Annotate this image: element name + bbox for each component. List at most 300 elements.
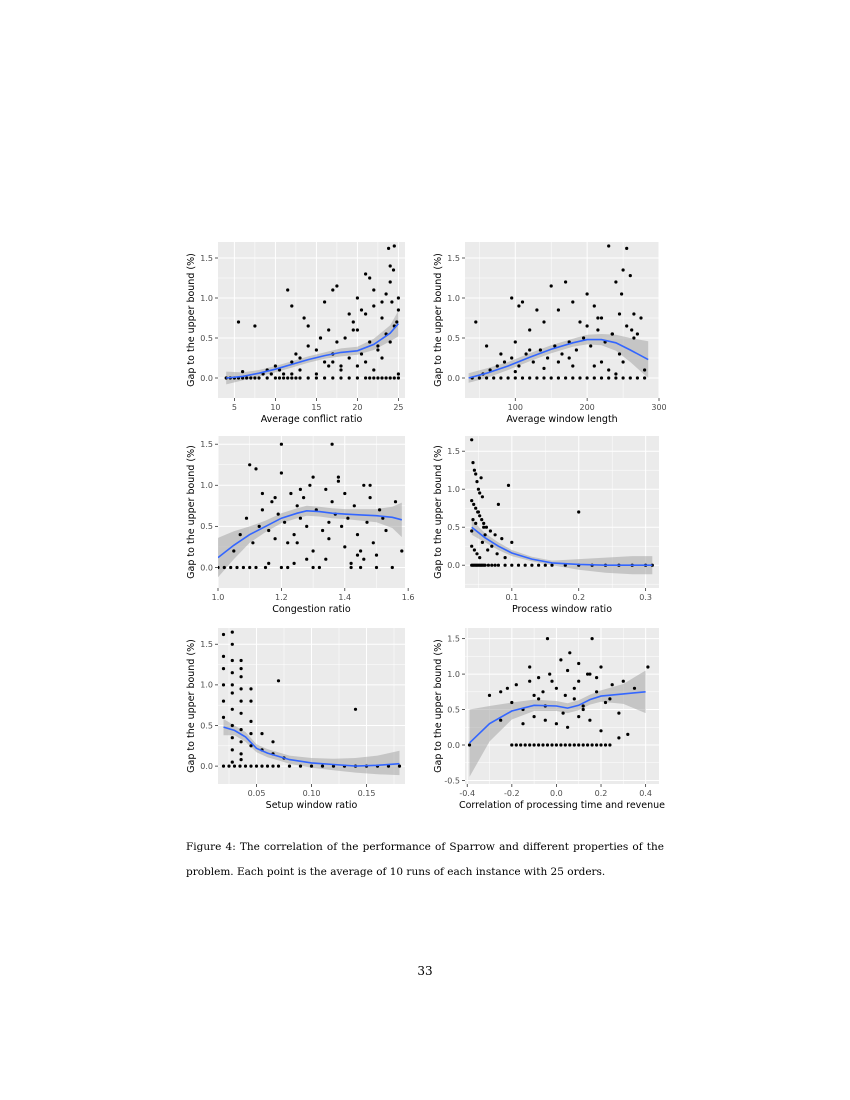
data-point	[557, 360, 560, 363]
data-point	[321, 765, 324, 768]
data-point	[223, 566, 226, 569]
data-point	[369, 496, 372, 499]
data-point	[343, 545, 346, 548]
data-point	[474, 507, 477, 510]
data-point	[537, 743, 540, 746]
data-point	[532, 360, 535, 363]
x-tick-label: 100	[507, 403, 523, 412]
data-point	[499, 376, 502, 379]
data-point	[240, 667, 243, 670]
y-tick-label: 1.0	[447, 669, 460, 679]
data-point	[537, 676, 540, 679]
data-point	[222, 716, 225, 719]
data-point	[475, 480, 478, 483]
data-point	[586, 673, 589, 676]
data-point	[514, 340, 517, 343]
y-axis-title: Gap to the upper bound (%)	[433, 639, 444, 773]
data-point	[359, 549, 362, 552]
data-point	[614, 372, 617, 375]
data-point	[591, 743, 594, 746]
y-tick-label: 1.5	[447, 253, 460, 263]
data-point	[271, 740, 274, 743]
data-point	[231, 724, 234, 727]
data-point	[573, 687, 576, 690]
data-point	[350, 562, 353, 565]
data-point	[277, 679, 280, 682]
data-point	[380, 300, 383, 303]
data-point	[380, 376, 383, 379]
data-point	[481, 541, 484, 544]
data-point	[298, 356, 301, 359]
data-point	[327, 328, 330, 331]
data-point	[577, 715, 580, 718]
data-point	[528, 743, 531, 746]
data-point	[588, 719, 591, 722]
data-point	[356, 533, 359, 536]
data-point	[600, 376, 603, 379]
data-point	[604, 743, 607, 746]
data-point	[599, 743, 602, 746]
y-tick-label: 1.5	[200, 640, 213, 650]
data-point	[280, 443, 283, 446]
y-tick-label: -0.5	[444, 776, 460, 786]
data-point	[231, 671, 234, 674]
data-point	[577, 662, 580, 665]
data-point	[577, 510, 580, 513]
data-point	[639, 316, 642, 319]
data-point	[622, 680, 625, 683]
data-point	[589, 344, 592, 347]
data-point	[235, 566, 238, 569]
data-point	[494, 533, 497, 536]
data-point	[480, 476, 483, 479]
data-point	[352, 320, 355, 323]
data-point	[560, 352, 563, 355]
x-tick-label: 10	[270, 403, 281, 412]
data-point	[227, 765, 230, 768]
data-point	[310, 765, 313, 768]
data-point	[643, 376, 646, 379]
data-point	[289, 492, 292, 495]
data-point	[473, 548, 476, 551]
data-point	[482, 522, 485, 525]
data-point	[578, 320, 581, 323]
data-point	[280, 471, 283, 474]
data-point	[237, 320, 240, 323]
data-point	[557, 376, 560, 379]
data-point	[471, 518, 474, 521]
data-point	[595, 743, 598, 746]
data-point	[539, 348, 542, 351]
data-point	[290, 360, 293, 363]
data-point	[245, 517, 248, 520]
data-point	[625, 247, 628, 250]
data-point	[546, 356, 549, 359]
data-point	[514, 376, 517, 379]
data-point	[307, 324, 310, 327]
data-point	[290, 304, 293, 307]
data-point	[577, 680, 580, 683]
data-point	[305, 558, 308, 561]
data-point	[542, 376, 545, 379]
data-point	[643, 368, 646, 371]
plot-correlation-revenue-svg	[433, 626, 665, 816]
data-point	[375, 566, 378, 569]
data-point	[293, 562, 296, 565]
data-point	[617, 712, 620, 715]
data-point	[249, 687, 252, 690]
data-point	[294, 376, 297, 379]
data-point	[524, 743, 527, 746]
data-point	[298, 376, 301, 379]
plot-setup-window-ratio	[186, 626, 411, 816]
data-point	[608, 743, 611, 746]
data-point	[312, 566, 315, 569]
data-point	[253, 324, 256, 327]
data-point	[586, 743, 589, 746]
y-tick-label: 0.5	[447, 523, 460, 532]
data-point	[617, 736, 620, 739]
data-point	[283, 521, 286, 524]
data-point	[521, 300, 524, 303]
y-tick-label: 1.0	[447, 485, 460, 494]
data-point	[331, 360, 334, 363]
y-axis-title: Gap to the upper bound (%)	[186, 639, 197, 773]
data-point	[362, 484, 365, 487]
data-point	[274, 496, 277, 499]
x-tick-label: 1.4	[338, 593, 352, 602]
data-point	[586, 324, 589, 327]
data-point	[515, 743, 518, 746]
data-point	[222, 633, 225, 636]
data-point	[566, 669, 569, 672]
x-tick-label: 1.6	[401, 593, 415, 602]
data-point	[315, 372, 318, 375]
data-point	[507, 484, 510, 487]
data-point	[296, 541, 299, 544]
data-point	[555, 687, 558, 690]
data-point	[319, 336, 322, 339]
data-point	[484, 564, 487, 567]
data-point	[266, 765, 269, 768]
data-point	[248, 463, 251, 466]
data-point	[397, 308, 400, 311]
data-point	[486, 548, 489, 551]
data-point	[503, 360, 506, 363]
data-point	[478, 491, 481, 494]
data-point	[626, 733, 629, 736]
x-axis-title: Average conflict ratio	[260, 414, 363, 425]
data-point	[625, 324, 628, 327]
data-point	[307, 376, 310, 379]
data-point	[369, 484, 372, 487]
data-point	[331, 500, 334, 503]
data-point	[544, 719, 547, 722]
data-point	[356, 376, 359, 379]
y-axis-title: Gap to the upper bound (%)	[433, 253, 444, 387]
data-point	[528, 680, 531, 683]
data-point	[622, 376, 625, 379]
data-point	[240, 659, 243, 662]
x-axis-title: Average window length	[506, 414, 618, 425]
data-point	[282, 376, 285, 379]
data-point	[337, 476, 340, 479]
data-point	[599, 665, 602, 668]
data-point	[593, 364, 596, 367]
data-point	[618, 352, 621, 355]
plot-conflict-ratio-svg	[186, 240, 411, 430]
data-point	[515, 683, 518, 686]
data-point	[596, 328, 599, 331]
data-point	[356, 328, 359, 331]
data-point	[593, 376, 596, 379]
data-point	[492, 376, 495, 379]
data-point	[240, 675, 243, 678]
data-point	[537, 697, 540, 700]
data-point	[571, 300, 574, 303]
data-point	[611, 332, 614, 335]
data-point	[533, 715, 536, 718]
data-point	[376, 376, 379, 379]
data-point	[331, 443, 334, 446]
data-point	[389, 376, 392, 379]
data-point	[600, 360, 603, 363]
data-point	[499, 690, 502, 693]
data-point	[608, 697, 611, 700]
data-point	[397, 296, 400, 299]
data-point	[327, 364, 330, 367]
data-point	[385, 292, 388, 295]
data-point	[604, 701, 607, 704]
data-point	[340, 525, 343, 528]
data-point	[614, 280, 617, 283]
data-point	[582, 743, 585, 746]
y-tick-label: 1.0	[200, 293, 213, 303]
data-point	[376, 344, 379, 347]
data-point	[346, 517, 349, 520]
data-point	[485, 376, 488, 379]
data-point	[362, 558, 365, 561]
y-tick-label: 0.5	[447, 705, 460, 715]
data-point	[335, 340, 338, 343]
data-point	[372, 304, 375, 307]
plot-window-length	[433, 240, 665, 430]
data-point	[249, 720, 252, 723]
x-tick-label: 0.1	[505, 593, 519, 602]
data-point	[299, 517, 302, 520]
y-tick-label: 0.5	[447, 333, 460, 343]
data-point	[618, 312, 621, 315]
data-point	[267, 562, 270, 565]
data-point	[254, 566, 257, 569]
data-point	[360, 308, 363, 311]
data-point	[497, 503, 500, 506]
data-point	[564, 376, 567, 379]
y-tick-label: 0.0	[200, 563, 213, 573]
y-tick-label: 0.5	[200, 522, 213, 532]
y-tick-label: 0.5	[200, 333, 213, 343]
data-point	[474, 472, 477, 475]
data-point	[632, 312, 635, 315]
data-point	[271, 765, 274, 768]
data-point	[255, 765, 258, 768]
data-point	[222, 700, 225, 703]
data-point	[380, 316, 383, 319]
data-point	[327, 537, 330, 540]
data-point	[261, 492, 264, 495]
data-point	[530, 564, 533, 567]
data-point	[510, 541, 513, 544]
data-point	[478, 514, 481, 517]
x-tick-label: 5	[231, 403, 237, 412]
data-point	[578, 376, 581, 379]
plot-conflict-ratio	[186, 240, 411, 430]
data-point	[368, 376, 371, 379]
data-point	[599, 729, 602, 732]
y-axis-title: Gap to the upper bound (%)	[186, 445, 197, 579]
data-point	[368, 276, 371, 279]
data-point	[286, 541, 289, 544]
data-point	[240, 752, 243, 755]
data-point	[630, 328, 633, 331]
data-point	[288, 765, 291, 768]
x-axis-title: Congestion ratio	[272, 604, 351, 615]
data-point	[277, 765, 280, 768]
data-point	[504, 564, 507, 567]
data-point	[308, 484, 311, 487]
data-point	[528, 348, 531, 351]
data-point	[323, 300, 326, 303]
data-point	[517, 364, 520, 367]
data-point	[372, 376, 375, 379]
x-tick-label: 200	[579, 403, 595, 412]
data-point	[473, 469, 476, 472]
figure-caption: Figure 4: The correlation of the performance of Sparrow and different properties of the problem. Each point is the average of 10 runs of each instance with 25 orders.	[186, 841, 664, 878]
plot-window-length-svg	[433, 240, 665, 430]
data-point	[477, 510, 480, 513]
y-tick-label: 0.0	[447, 561, 460, 570]
data-point	[541, 690, 544, 693]
data-point	[496, 552, 499, 555]
data-point	[380, 356, 383, 359]
data-point	[312, 549, 315, 552]
data-point	[470, 545, 473, 548]
data-point	[343, 492, 346, 495]
data-point	[542, 367, 545, 370]
data-point	[392, 268, 395, 271]
data-point	[607, 376, 610, 379]
data-point	[398, 765, 401, 768]
data-point	[496, 364, 499, 367]
data-point	[400, 549, 403, 552]
data-point	[535, 376, 538, 379]
data-point	[633, 687, 636, 690]
x-tick-label: 25	[393, 403, 404, 412]
data-point	[482, 526, 485, 529]
data-point	[506, 687, 509, 690]
data-point	[550, 743, 553, 746]
data-point	[499, 719, 502, 722]
y-tick-label: 1.5	[200, 440, 213, 450]
data-point	[302, 496, 305, 499]
data-point	[222, 667, 225, 670]
data-point	[385, 376, 388, 379]
x-tick-label: 15	[311, 403, 322, 412]
data-point	[354, 708, 357, 711]
data-point	[299, 765, 302, 768]
x-tick-label: 0.4	[639, 789, 652, 798]
data-point	[286, 566, 289, 569]
data-point	[231, 761, 234, 764]
data-point	[372, 288, 375, 291]
y-tick-label: 1.0	[200, 481, 213, 491]
data-point	[546, 743, 549, 746]
data-point	[240, 740, 243, 743]
data-point	[564, 743, 567, 746]
data-point	[335, 284, 338, 287]
data-point	[636, 332, 639, 335]
x-tick-label: 300	[651, 403, 667, 412]
data-point	[480, 518, 483, 521]
data-point	[550, 564, 553, 567]
data-point	[390, 300, 393, 303]
data-point	[636, 376, 639, 379]
y-tick-label: 1.5	[200, 253, 213, 263]
data-point	[514, 370, 517, 373]
data-point	[360, 352, 363, 355]
data-point	[249, 376, 252, 379]
data-point	[490, 564, 493, 567]
data-point	[524, 564, 527, 567]
data-point	[566, 726, 569, 729]
data-point	[278, 376, 281, 379]
data-point	[474, 522, 477, 525]
data-point	[571, 376, 574, 379]
data-point	[356, 364, 359, 367]
data-point	[286, 288, 289, 291]
data-point	[586, 376, 589, 379]
data-point	[282, 372, 285, 375]
data-point	[375, 554, 378, 557]
data-point	[500, 537, 503, 540]
x-tick-label: 20	[352, 403, 363, 412]
data-point	[573, 697, 576, 700]
data-point	[344, 336, 347, 339]
x-tick-label: 0.3	[639, 593, 652, 602]
data-point	[507, 376, 510, 379]
data-point	[240, 700, 243, 703]
data-point	[489, 529, 492, 532]
plot-correlation-revenue	[433, 626, 665, 816]
data-point	[249, 732, 252, 735]
data-point	[582, 704, 585, 707]
data-point	[240, 728, 243, 731]
data-point	[497, 564, 500, 567]
data-point	[327, 521, 330, 524]
data-point	[537, 564, 540, 567]
data-point	[533, 743, 536, 746]
data-point	[611, 683, 614, 686]
data-point	[519, 743, 522, 746]
data-point	[324, 558, 327, 561]
data-point	[568, 651, 571, 654]
data-point	[241, 370, 244, 373]
data-point	[315, 348, 318, 351]
data-point	[339, 376, 342, 379]
data-point	[397, 372, 400, 375]
y-tick-label: 1.0	[447, 293, 460, 303]
data-point	[231, 708, 234, 711]
